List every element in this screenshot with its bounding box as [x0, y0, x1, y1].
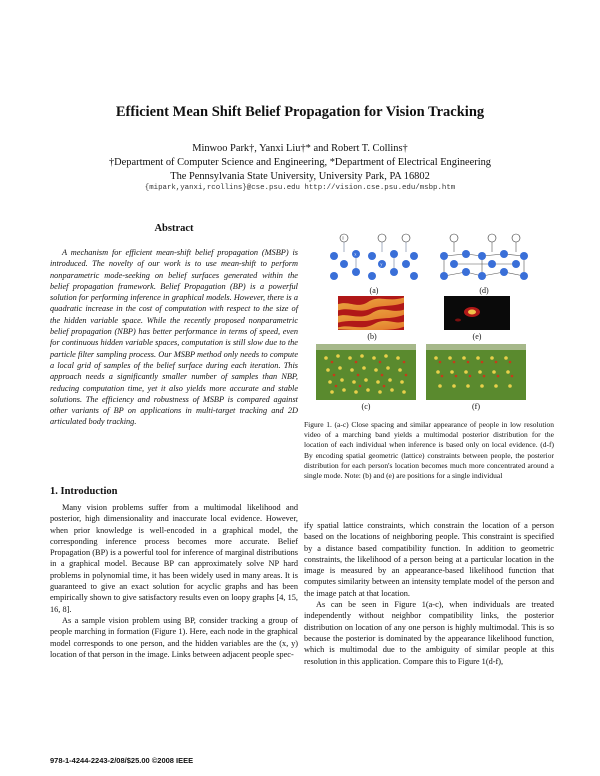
right-column-body [304, 520, 554, 667]
label-f: (f) [472, 402, 480, 411]
intro-heading: 1. Introduction [50, 486, 118, 497]
author-block [0, 142, 600, 184]
figure-1d-graph [438, 232, 530, 284]
node-letter-y: y [380, 261, 383, 267]
node-letter-i: I [342, 235, 344, 241]
intro-paragraph-2: As a sample vision problem using BP, consider tracking a group of people marching in formation (Figure 1). Here, each node in the graphical model corresponds to one person, and the hidden variables are the (x, y) location of that person in the image. Links between adjacent people spec- [50, 615, 298, 659]
intro-paragraph-1: Many vision problems suffer from a multimodal likelihood and posterior, high dimensionality and inaccurate local evidence. However, when prior knowledge is well-encoded in a graphical model, the corresponding inference process becomes more accurate. Belief Propagation (BP) is a powerful tool for inference of marginal distributions in a graphical model. Because BP can approximately solve NP hard problems in polynomial time, it has been widely used in many areas. It is guaranteed to give an exact solution for acyclic graphs and has been empirically shown to give satisfactory results even on loopy graphs [4, 15, 16, 8]. [50, 503, 298, 614]
node-letter-x: x [354, 251, 357, 257]
copyright-footer: 978-1-4244-2243-2/08/$25.00 ©2008 IEEE [50, 756, 194, 765]
figure-1f-field [426, 344, 526, 400]
label-b: (b) [367, 332, 377, 341]
abstract-text: A mechanism for efficient mean-shift belief propagation (MSBP) is introduced. The novelty of our work is to use mean-shift to perform nonparametric mode-seeking on belief surfaces generated within the belief propagation framework. Belief Propagation (BP) is a powerful solution for performing inference in graphical models. However, there is a quadratic increase in the cost of computation with respect to the size of the hidden variable space. While the recently proposed nonparametric belief propagation (NBP) has better performance in terms of speed, even for continuous hidden variable spaces, computation is still slow due to the particle filter sampling process. Our MSBP method only needs to compute a local grid of samples of the belief surface during each iteration. This approach needs a significantly smaller number of samples than NBP, reducing computation time, yet it also yields more accurate and stable solutions. The efficiency and robustness of MSBP is compared against other variants of BP on applications in multi-target tracking and 2D articulated body tracking. [50, 248, 298, 427]
label-a: (a) [369, 286, 379, 295]
paper-title: Efficient Mean Shift Belief Propagation for Vision Tracking [115, 104, 485, 120]
emails-line: {mipark,yanxi,rcollins}@cse.psu.edu http://vision.cse.psu.edu/msbp.htm [144, 184, 456, 192]
figure-1e-heatmap [444, 296, 510, 330]
figure-1 [304, 232, 554, 418]
affiliation-line: †Department of Computer Science and Engineering, *Department of Electrical Engineering [108, 157, 491, 168]
university-line: The Pennsylvania State University, University Park, PA 16802 [170, 171, 430, 182]
figure-1c-field [316, 344, 416, 400]
intro-body [50, 502, 298, 660]
abstract-body [50, 247, 298, 428]
right-paragraph-1: ify spatial lattice constraints, which constrain the location of a person based on the locations of neighboring people. This constraint is specified by a distance based compatibility function. In addition to geometric constraints, the likelihood of a person being at a particular location in the image is measured by an appearance-based likelihood function that computes similarity between an intensity template model of the person and the image patch at that location. [304, 521, 554, 598]
abstract-heading: Abstract [154, 223, 194, 234]
figure-caption: Figure 1. (a-c) Close spacing and similar appearance of people in low resolution video of a marching band yields a multimodal posterior distribution for the location of each individual when inference is based only on local evidence. (d-f) By encoding spatial geometric (lattice) constraints between people, the posterior distribution for each person's location becomes much more concentrated around a single mode. Note: (b) and (e) are positions for a single individual [304, 420, 554, 481]
label-c: (c) [361, 402, 371, 411]
label-e: (e) [472, 332, 482, 341]
label-d: (d) [479, 286, 489, 295]
authors-line: Minwoo Park†, Yanxi Liu†* and Robert T. Collins† [192, 143, 408, 154]
top-nodes [340, 234, 410, 242]
figure-1b-heatmap [338, 296, 404, 330]
figure-1a-graph [328, 232, 420, 284]
right-paragraph-2: As can be seen in Figure 1(a-c), when individuals are treated independently without neighbor compatibility links, the posterior distribution on location of any one person is highly multimodal. This is so because the posterior is dominated by the appearance likelihood function, which is multimodal due to the ambiguity of similar people at this resolution in this application. Compare this to Figure 1(d-f), [304, 600, 554, 666]
middle-nodes [330, 250, 418, 260]
lower-nodes [330, 260, 418, 280]
